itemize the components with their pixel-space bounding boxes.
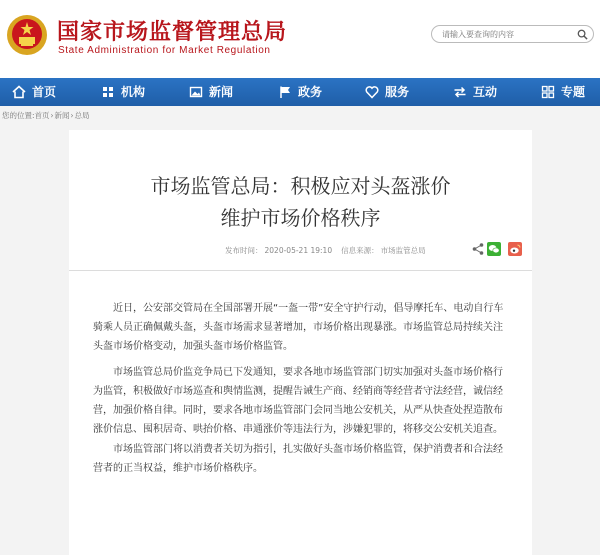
search-box[interactable] — [431, 25, 594, 43]
picture-icon — [189, 85, 203, 99]
article-paragraph: 近日，公安部交管局在全国部署开展“一盔一带”安全守护行动，倡导摩托车、电动自行车骑乘人员正确佩戴头盔，头盔市场需求显著增加，市场价格出现暴涨。市场监管总局持续关注头盔市场价格变动，加强头盔市场价格监管。 — [93, 303, 504, 352]
nav-label: 服务 — [385, 85, 410, 99]
exchange-icon — [453, 85, 467, 99]
article — [69, 130, 532, 555]
building-icon — [101, 85, 115, 99]
site-name-cn[interactable]: 国家市场监督管理总局 — [57, 20, 288, 45]
site-header — [0, 0, 600, 78]
source: 市场监管总局 — [380, 246, 426, 255]
publish-time: 2020-05-21 19:10 — [264, 246, 333, 255]
article-title-line-1: 市场监管总局：积极应对头盔涨价 — [150, 174, 451, 198]
article-divider — [69, 270, 532, 271]
weibo-icon[interactable] — [508, 242, 522, 256]
grid-icon — [541, 85, 555, 99]
nav-label: 机构 — [121, 85, 146, 99]
article-paragraph: 市场监管总局价监竞争局已下发通知，要求各地市场监管部门切实加强对头盔市场价格行为监管，积极做好市场巡查和舆情监测，提醒告诫生产商、经销商等经营者守法经营，诚信经营，加强价格自律。同时，要求各地市场监管部门会同当地公安机关，从严从快查处捏造散布涨价信息、囤积居奇、哄抬价格、串通涨价等违法行为，涉嫌犯罪的，将移交公安机关追查。 — [93, 367, 503, 435]
article-title-line-2: 维护市场价格秩序 — [220, 206, 381, 230]
nav-label: 政务 — [298, 85, 323, 99]
wechat-icon[interactable] — [487, 242, 501, 256]
article-meta — [225, 245, 428, 256]
breadcrumb — [2, 110, 90, 124]
search-icon[interactable] — [577, 29, 588, 40]
home-icon — [12, 85, 26, 99]
nav-label: 新闻 — [209, 85, 234, 99]
main-nav — [0, 78, 600, 106]
nav-label: 专题 — [561, 85, 586, 99]
article-paragraph: 市场监管部门将以消费者关切为指引，扎实做好头盔市场价格监管，保护消费者和合法经营者的正当权益，维护市场价格秩序。 — [93, 444, 503, 474]
source-label: 信息来源： — [341, 246, 379, 255]
breadcrumb-link-home[interactable]: 首页 — [34, 111, 50, 120]
national-emblem-icon — [6, 13, 48, 57]
nav-label: 互动 — [473, 85, 498, 99]
search-input[interactable] — [442, 28, 572, 40]
breadcrumb-link-news[interactable]: 新闻 — [54, 111, 70, 120]
share-icon[interactable] — [471, 242, 485, 256]
breadcrumb-prefix: 您的位置: — [2, 111, 35, 120]
breadcrumb-link-headquarters[interactable]: 总局 — [74, 111, 90, 120]
nav-label: 首页 — [32, 85, 57, 99]
flag-icon — [278, 85, 292, 99]
breadcrumb-separator: › — [50, 111, 54, 120]
breadcrumb-separator: › — [70, 111, 74, 120]
heart-icon — [365, 85, 379, 99]
site-name-en: State Administration for Market Regulation — [58, 45, 271, 56]
publish-time-label: 发布时间： — [225, 246, 263, 255]
